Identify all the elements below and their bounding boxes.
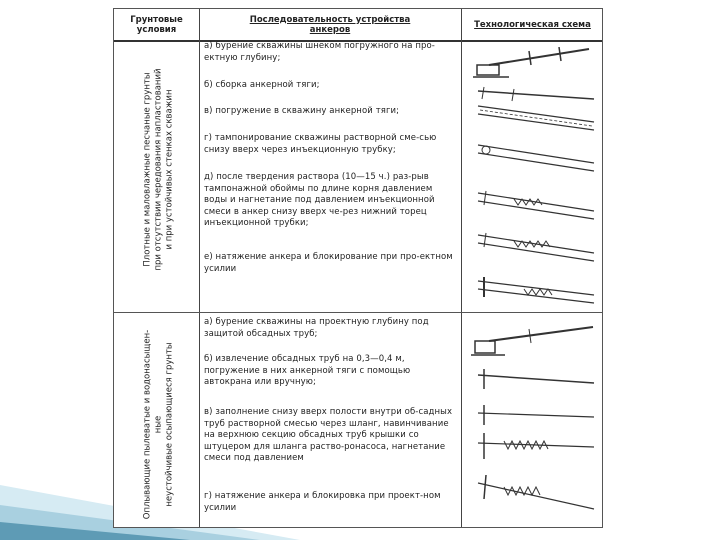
step-1c: в) погружение в скважину анкерной тяги;: [204, 106, 400, 116]
step-1b: б) сборка анкерной тяги;: [204, 80, 320, 90]
grout-tube-icon: [474, 141, 599, 173]
section1-condition: Плотные и маловлажные песчаные грунты при отсутствии чередования напластований и при устойчивых стенках скважин: [142, 67, 175, 271]
header-sequence-line2: анкеров: [309, 24, 351, 35]
step-2d: г) натяжение анкера и блокировка при проект-ном усилии: [204, 491, 441, 513]
anchor-block-icon: [474, 275, 599, 305]
casing-rod-icon: [474, 369, 599, 393]
column-divider: [461, 40, 462, 527]
header-sequence-line1: Последовательность устройства: [249, 14, 411, 25]
rod-in-casing-icon: [474, 405, 599, 427]
step-1e: д) после твердения раствора (10—15 ч.) раз-рыв тампонажной обоймы по длине корня давлением воды и нагнетание под давлением инъекционной смеси в анкер снизу вверх че-рез нижний торец инъекционной трубки;: [204, 172, 435, 228]
document-table: [113, 8, 603, 528]
tensioned-anchor-icon: [474, 231, 599, 263]
step-2b: б) извлечение обсадных труб на 0,3—0,4 м, погружение в них анкерной тяги с помощью автокрана или вручную;: [204, 354, 411, 387]
header-soil-conditions: Грунтовые условия: [114, 9, 200, 40]
step-2a: а) бурение скважины на проектную глубину под защитой обсадных труб;: [204, 317, 429, 339]
section1-condition-wrap: [24, 69, 294, 269]
step-1f: е) натяжение анкера и блокирование при про-ектном усилии: [204, 252, 453, 274]
casing-drill-icon: [469, 321, 599, 361]
section-divider: [114, 312, 602, 313]
step-1d: г) тампонирование скважины растворной сме-сью снизу вверх через инъекционную трубку;: [204, 133, 437, 155]
table-header: [114, 9, 602, 42]
grout-fill-icon: [474, 433, 599, 463]
injection-anchor-icon: [474, 189, 599, 221]
header-scheme: Технологическая схема: [474, 19, 591, 30]
final-anchor-icon: [474, 475, 599, 515]
rod-in-borehole-icon: [474, 102, 599, 132]
drilling-rig-icon: [469, 47, 599, 83]
anchor-rod-icon: [474, 85, 599, 103]
section2-condition: Оплывающие пылеватые и водонасыщен- ные неустойчивые осыпающиеся грунты: [142, 329, 175, 519]
header-sequence: [199, 9, 462, 40]
step-1a: а) бурение скважины шнеком погружного на про-ектную глубину;: [204, 41, 435, 63]
step-2c: в) заполнение снизу вверх полости внутри об-садных труб растворной смесью через шланг, навинчивание на верхнюю секцию обсадных труб крышки со штуцером для шланга раство-ронасоса, нагнетание смеси под давлением: [204, 407, 453, 463]
